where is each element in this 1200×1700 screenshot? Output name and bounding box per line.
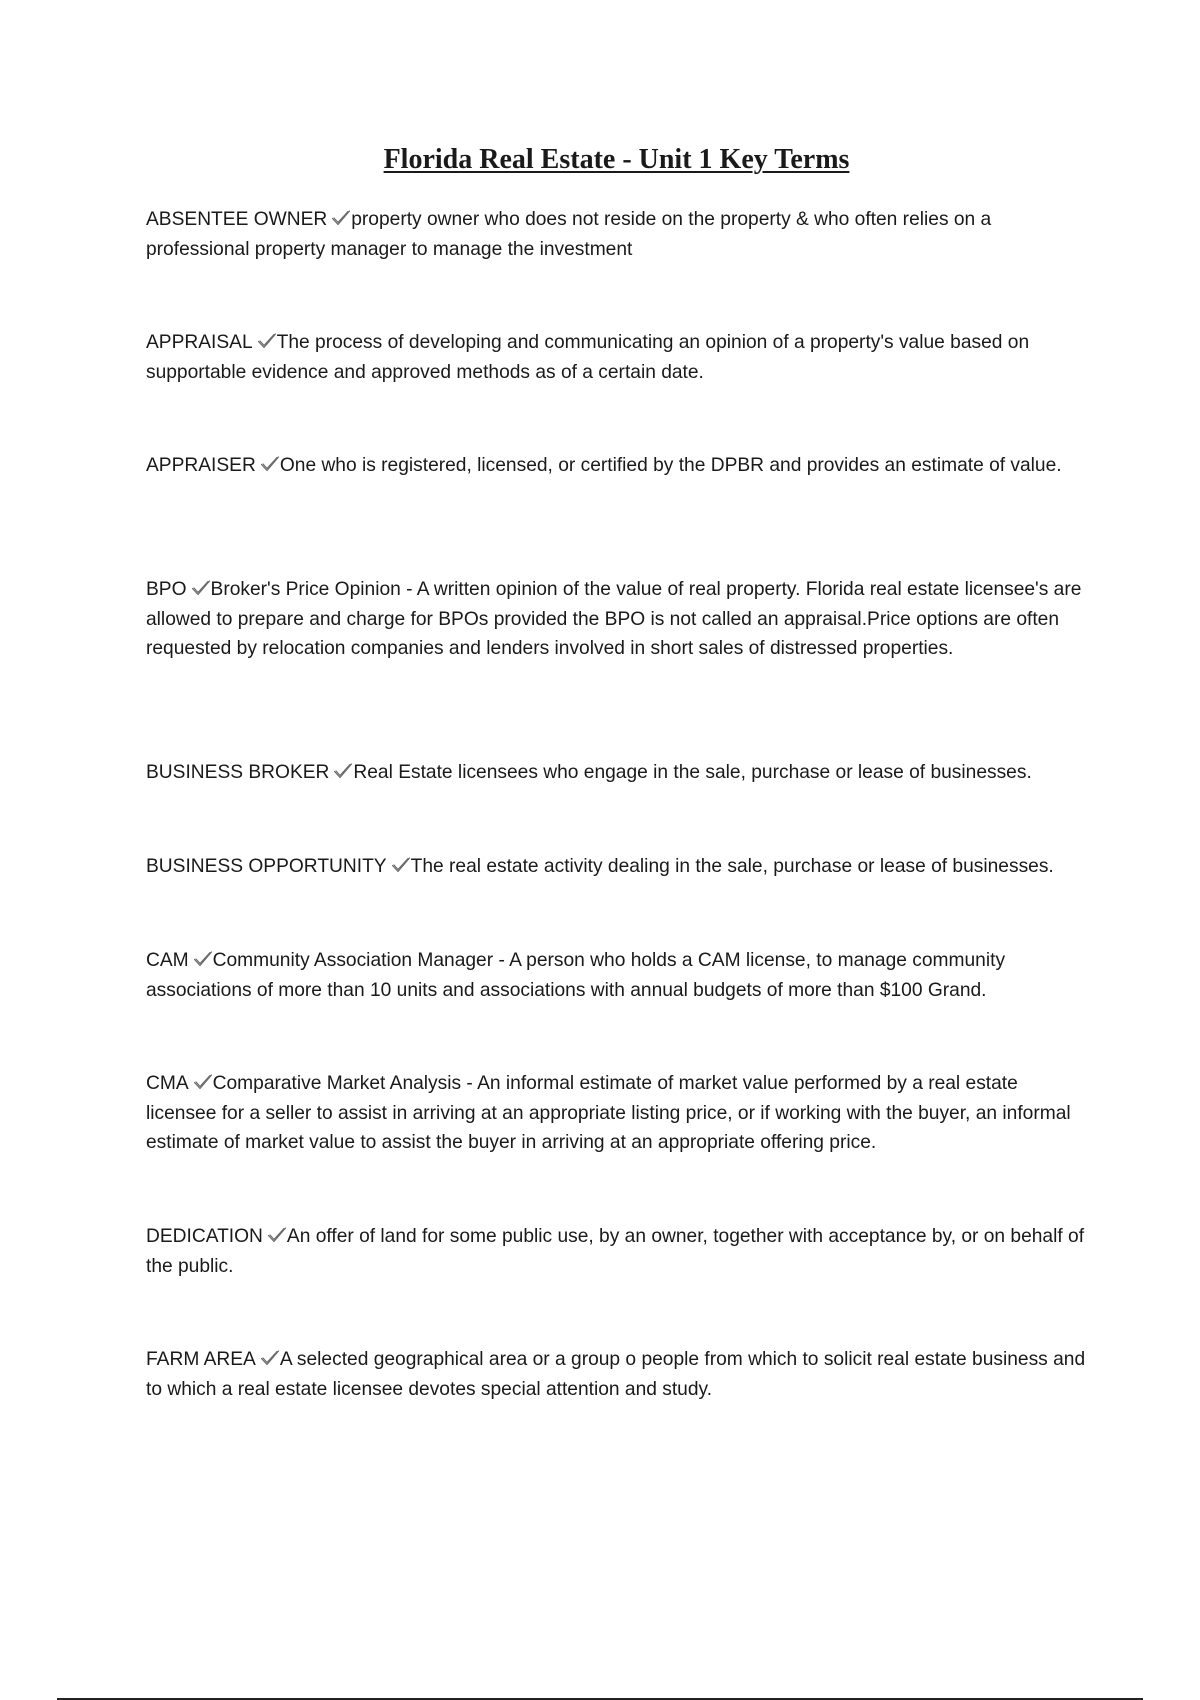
term-name: APPRAISER: [146, 455, 256, 476]
term-entry-bpo: [146, 575, 1086, 664]
page-title: Florida Real Estate - Unit 1 Key Terms: [383, 144, 850, 175]
check-mark-icon: [267, 1226, 287, 1244]
check-mark-icon: [331, 209, 351, 227]
term-name: FARM AREA: [146, 1349, 256, 1370]
term-definition: A selected geographical area or a group o people from which to solicit real estate business and to which a real estate licensee devotes special attention and study.: [146, 1349, 1086, 1400]
term-entry-business-opportunity: [146, 852, 1086, 882]
check-mark-icon: [333, 762, 353, 780]
check-mark-icon: [260, 1349, 280, 1367]
check-mark-icon: [257, 332, 277, 350]
term-definition: Community Association Manager - A person who holds a CAM license, to manage community associations of more than 10 units and associations with annual budgets of more than $100 Grand.: [146, 950, 1006, 1001]
term-definition: One who is registered, licensed, or certified by the DPBR and provides an estimate of value.: [279, 455, 1062, 476]
term-name: ABSENTEE OWNER: [146, 209, 328, 230]
term-name: APPRAISAL: [146, 332, 253, 353]
term-entry-appraiser: [146, 451, 1086, 481]
term-entry-farm-area: [146, 1345, 1086, 1404]
term-definition: The process of developing and communicating an opinion of a property's value based on supportable evidence and approved methods as of a certain date.: [146, 332, 1030, 383]
term-entry-cam: [146, 946, 1086, 1005]
term-definition: Real Estate licensees who engage in the sale, purchase or lease of businesses.: [353, 762, 1032, 783]
check-mark-icon: [193, 1073, 213, 1091]
term-definition: The real estate activity dealing in the sale, purchase or lease of businesses.: [410, 856, 1054, 877]
term-definition: An offer of land for some public use, by an owner, together with acceptance by, or on behalf of the public.: [146, 1226, 1085, 1277]
term-name: BUSINESS BROKER: [146, 762, 330, 783]
term-entry-appraisal: [146, 328, 1086, 387]
check-mark-icon: [260, 455, 280, 473]
check-mark-icon: [391, 856, 411, 874]
check-mark-icon: [191, 579, 211, 597]
term-name: CAM: [146, 950, 189, 971]
term-name: CMA: [146, 1073, 189, 1094]
term-definition: Broker's Price Opinion - A written opinion of the value of real property. Florida real estate licensee's are allowed to prepare and charge for BPOs provided the BPO is not called an appraisal.Price options are often requested by relocation companies and lenders involved in short sales of distressed properties.: [146, 579, 1082, 659]
term-entry-absentee-owner: [146, 205, 1086, 264]
term-definition: property owner who does not reside on the property & who often relies on a professional property manager to manage the investment: [146, 209, 992, 260]
term-entry-business-broker: [146, 758, 1086, 788]
term-name: BPO: [146, 579, 187, 600]
term-definition: Comparative Market Analysis - An informal estimate of market value performed by a real estate licensee for a seller to assist in arriving at an appropriate listing price, or if working with the buyer, an informal estimate of market value to assist the buyer in arriving at an appropriate offering price.: [146, 1073, 1071, 1153]
check-mark-icon: [193, 950, 213, 968]
term-entry-cma: [146, 1069, 1086, 1158]
term-name: DEDICATION: [146, 1226, 263, 1247]
term-name: BUSINESS OPPORTUNITY: [146, 856, 387, 877]
term-entry-dedication: [146, 1222, 1086, 1281]
